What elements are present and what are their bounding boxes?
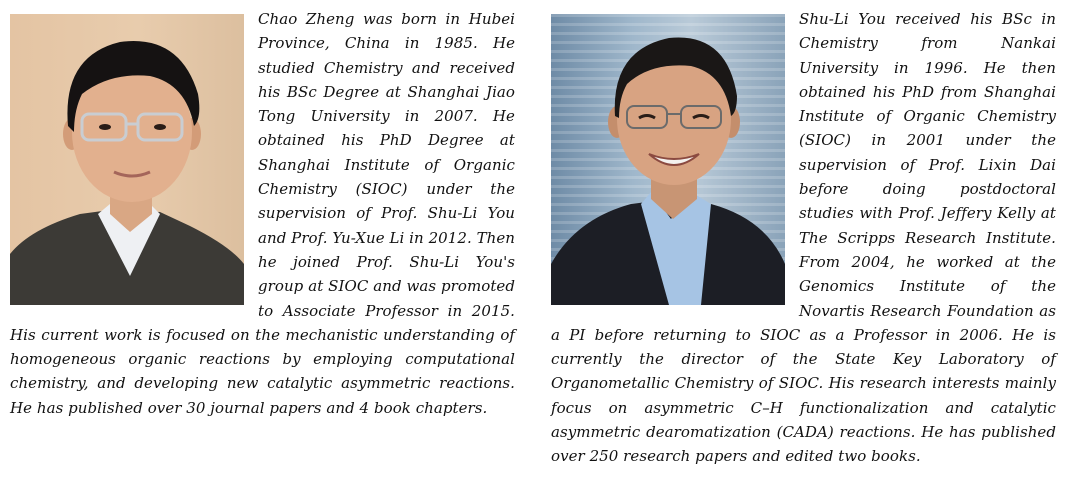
portrait-photo-shu-li-you <box>551 14 785 305</box>
biography-text: Shu-Li You received his BSc in Chemistry from Nankai University in 1996. He then obtained his PhD from Shanghai Institute of Organic Chemistry (SIOC) in 2001 under the supervision of Prof. Lixin Dai before doing postdoctoral studies with Prof. Jeffery Kelly at The Scripps Research Institute. From 2004, he worked at the Genomics Institute of the Novartis Research Foundation as a PI before returning to SIOC as a Professor in 2006. He is currently the director of the State Key Laboratory of Organometallic Chemistry of SIOC. His research interests mainly focus on asymmetric C–H functionalization and catalytic asymmetric dearomatization (CADA) reactions. He has published over 250 research papers and edited two books. <box>551 10 1056 466</box>
biography-chao-zheng <box>10 0 515 420</box>
biography-shu-li-you <box>551 0 1056 469</box>
biography-text: Chao Zheng was born in Hubei Province, China in 1985. He studied Chemistry and received his BSc Degree at Shanghai Jiao Tong University in 2007. He obtained his PhD Degree at Shanghai Institute of Organic Chemistry (SIOC) under the supervision of Prof. Shu-Li You and Prof. Yu-Xue Li in 2012. Then he joined Prof. Shu-Li You's group at SIOC and was promoted to Associate Professor in 2015. His current work is focused on the mechanistic understanding of homogeneous organic reactions by employing computational chemistry, and developing new catalytic asymmetric reactions. He has published over 30 journal papers and 4 book chapters. <box>10 10 515 417</box>
portrait-photo-chao-zheng <box>10 14 244 305</box>
